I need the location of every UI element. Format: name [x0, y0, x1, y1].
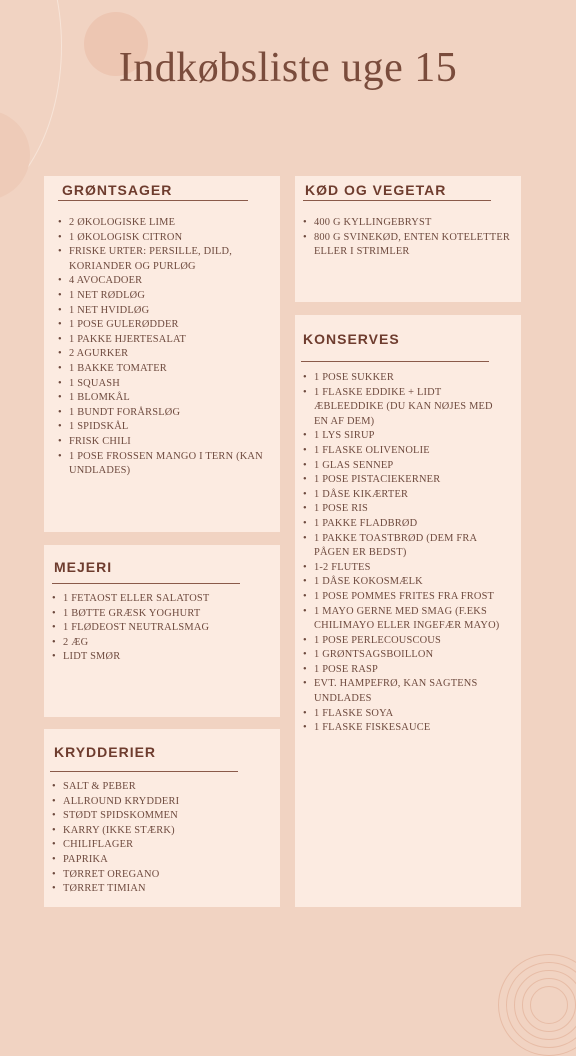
list-item: • 1 FLØDEOST NEUTRALSMAG — [52, 621, 272, 636]
card-mejeri — [44, 545, 280, 717]
list-item: • 4 AVOCADOER — [58, 274, 270, 289]
list-item: • 2 AGURKER — [58, 347, 270, 362]
list-item: • 1 PAKKE HJERTESALAT — [58, 333, 270, 348]
list-item: • 1 FLASKE OLIVENOLIE — [303, 444, 508, 459]
list-item: • 1 DÅSE KIKÆRTER — [303, 488, 508, 503]
list-item: • 1 POSE RIS — [303, 502, 508, 517]
section-divider — [50, 771, 238, 772]
list-item: • 800 G SVINEKØD, ENTEN KOTELETTER ELLER I STRIMLER — [303, 231, 513, 260]
list-item: • 1 BAKKE TOMATER — [58, 362, 270, 377]
section-heading: KRYDDERIER — [54, 744, 157, 760]
item-list — [52, 592, 272, 665]
list-item: • 1 POSE RASP — [303, 663, 508, 678]
list-item: • 2 ÆG — [52, 636, 272, 651]
list-item: • PAPRIKA — [52, 853, 272, 868]
section-heading: KØD OG VEGETAR — [305, 182, 447, 198]
list-item: • 2 ØKOLOGISKE LIME — [58, 216, 270, 231]
item-list — [58, 216, 270, 479]
list-item: • 1 POSE PERLECOUSCOUS — [303, 634, 508, 649]
list-item: • TØRRET OREGANO — [52, 868, 272, 883]
list-item: • CHILIFLAGER — [52, 838, 272, 853]
list-item: • 1 BLOMKÅL — [58, 391, 270, 406]
list-item: • ALLROUND KRYDDERI — [52, 795, 272, 810]
list-item: • 1 GRØNTSAGSBOILLON — [303, 648, 508, 663]
list-item: • 1 DÅSE KOKOSMÆLK — [303, 575, 508, 590]
list-item: • 1 PAKKE FLADBRØD — [303, 517, 508, 532]
decorative-corner-arcs — [498, 954, 576, 1054]
list-item: • 1 SPIDSKÅL — [58, 420, 270, 435]
section-divider — [58, 200, 248, 201]
list-item: • 1-2 FLUTES — [303, 561, 508, 576]
item-list — [303, 216, 513, 260]
list-item: • KARRY (IKKE STÆRK) — [52, 824, 272, 839]
item-list — [52, 780, 272, 897]
list-item: • SALT & PEBER — [52, 780, 272, 795]
list-item: • TØRRET TIMIAN — [52, 882, 272, 897]
list-item: • 1 ØKOLOGISK CITRON — [58, 231, 270, 246]
list-item: • 1 FLASKE SOYA — [303, 707, 508, 722]
section-heading: GRØNTSAGER — [62, 182, 173, 198]
list-item: • 1 BUNDT FORÅRSLØG — [58, 406, 270, 421]
card-krydderier — [44, 729, 280, 907]
section-heading: MEJERI — [54, 559, 113, 575]
list-item: • 1 SQUASH — [58, 377, 270, 392]
list-item: • 1 GLAS SENNEP — [303, 459, 508, 474]
list-item: • 1 FLASKE EDDIKE + LIDT ÆBLEEDDIKE (DU KAN NØJES MED EN AF DEM) — [303, 386, 508, 430]
list-item: • 1 BØTTE GRÆSK YOGHURT — [52, 607, 272, 622]
list-item: • 1 NET RØDLØG — [58, 289, 270, 304]
item-list — [303, 371, 508, 736]
card-grontsager — [44, 176, 280, 532]
card-kod-og-vegetar — [295, 176, 521, 302]
list-item: • FRISKE URTER: PERSILLE, DILD, KORIANDER OG PURLØG — [58, 245, 270, 274]
section-divider — [301, 361, 489, 362]
list-item: • 1 POSE FROSSEN MANGO I TERN (KAN UNDLADES) — [58, 450, 270, 479]
list-item: • 1 MAYO GERNE MED SMAG (F.EKS CHILIMAYO ELLER INGEFÆR MAYO) — [303, 605, 508, 634]
list-item: • LIDT SMØR — [52, 650, 272, 665]
list-item: • EVT. HAMPEFRØ, KAN SAGTENS UNDLADES — [303, 677, 508, 706]
list-item: • 1 FETAOST ELLER SALATOST — [52, 592, 272, 607]
page-title: Indkøbsliste uge 15 — [118, 45, 458, 91]
list-item: • 1 POSE GULERØDDER — [58, 318, 270, 333]
list-item: • 400 G KYLLINGEBRYST — [303, 216, 513, 231]
list-item: • FRISK CHILI — [58, 435, 270, 450]
list-item: • 1 LYS SIRUP — [303, 429, 508, 444]
list-item: • 1 POSE POMMES FRITES FRA FROST — [303, 590, 508, 605]
list-item: • STØDT SPIDSKOMMEN — [52, 809, 272, 824]
list-item: • 1 POSE SUKKER — [303, 371, 508, 386]
list-item: • 1 FLASKE FISKESAUCE — [303, 721, 508, 736]
section-heading: KONSERVES — [303, 331, 400, 347]
section-divider — [303, 200, 491, 201]
section-divider — [52, 583, 240, 584]
list-item: • 1 PAKKE TOASTBRØD (DEM FRA PÅGEN ER BEDST) — [303, 532, 508, 561]
card-konserves — [295, 315, 521, 907]
list-item: • 1 POSE PISTACIEKERNER — [303, 473, 508, 488]
list-item: • 1 NET HVIDLØG — [58, 304, 270, 319]
